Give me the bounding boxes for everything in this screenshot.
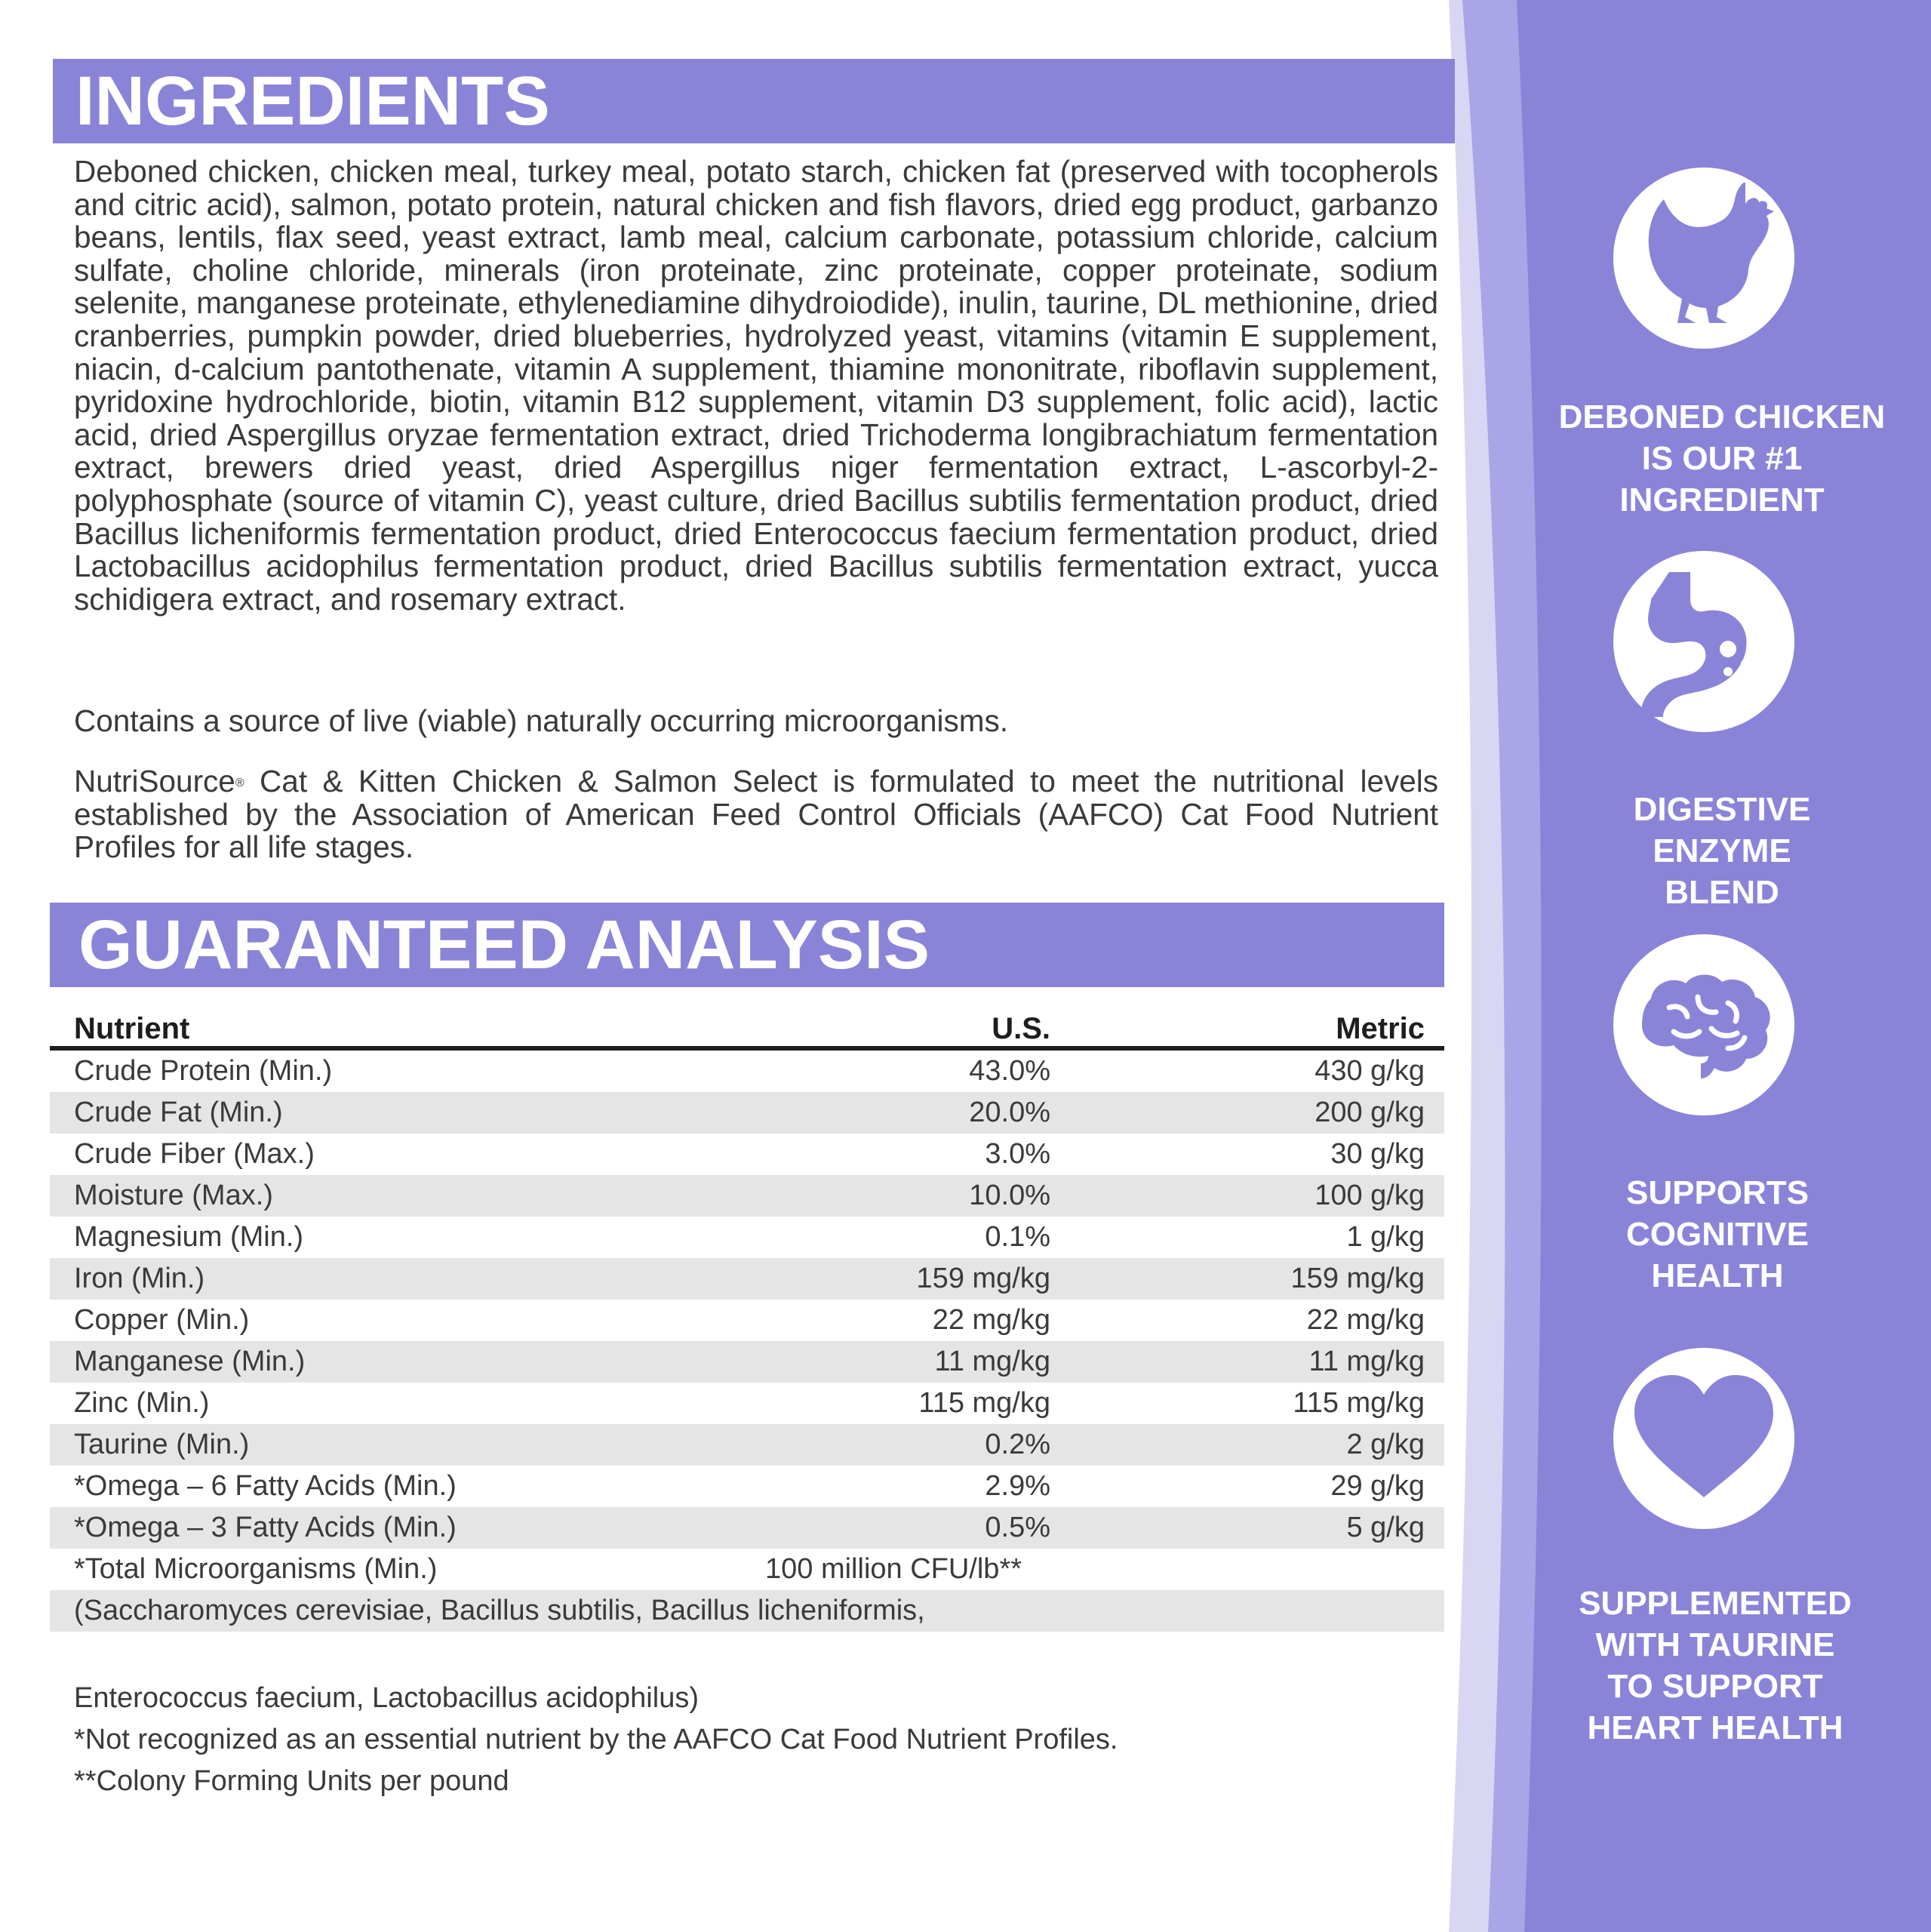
species-line-1: (Saccharomyces cerevisiae, Bacillus subtilis, Bacillus licheniformis,: [74, 1595, 925, 1626]
feature-caption-chicken: DEBONED CHICKEN IS OUR #1 INGREDIENT: [1558, 398, 1886, 518]
us-value-cell: 0.1%: [985, 1221, 1050, 1253]
table-row: [50, 1092, 1444, 1134]
nutrient-cell: Moisture (Max.): [74, 1180, 273, 1211]
metric-value-cell: 430 g/kg: [1314, 1055, 1425, 1087]
us-value-cell: 43.0%: [969, 1055, 1050, 1087]
table-row: [50, 1175, 1444, 1217]
table-row: [50, 1300, 1444, 1341]
feature-caption-cognitive: SUPPORTS COGNITIVE HEALTH: [1625, 1174, 1810, 1294]
table-row: [50, 1217, 1444, 1258]
us-value-cell: 0.5%: [985, 1512, 1050, 1543]
nutrient-cell: Crude Fat (Min.): [74, 1097, 283, 1128]
metric-value-cell: 5 g/kg: [1346, 1512, 1425, 1543]
digestive-badge: [1613, 551, 1794, 732]
guaranteed-analysis-title: GUARANTEED ANALYSIS: [50, 903, 1444, 987]
us-value-cell: 3.0%: [985, 1138, 1050, 1170]
metric-value-cell: 115 mg/kg: [1293, 1387, 1425, 1419]
nutrient-cell: Copper (Min.): [74, 1304, 250, 1336]
metric-value-cell: 30 g/kg: [1330, 1138, 1425, 1170]
metric-value-cell: 200 g/kg: [1314, 1097, 1425, 1128]
table-header-row: [50, 1004, 1444, 1048]
guaranteed-analysis-table: [50, 1004, 1444, 1632]
aafco-statement: [74, 765, 1438, 864]
species-row: [50, 1590, 1444, 1632]
stomach-icon: [1636, 566, 1772, 717]
nutrient-cell: Crude Fiber (Max.): [74, 1138, 315, 1170]
metric-value-cell: 11 mg/kg: [1308, 1346, 1425, 1377]
table-row: [50, 1048, 1444, 1092]
metric-value-cell: 159 mg/kg: [1290, 1263, 1425, 1294]
nutrient-cell: Zinc (Min.): [74, 1387, 210, 1419]
table-row: [50, 1258, 1444, 1300]
microorganisms-value: 100 million CFU/lb**: [765, 1553, 1022, 1585]
nutrient-cell: Taurine (Min.): [74, 1429, 250, 1460]
table-row: [50, 1341, 1444, 1383]
us-value-cell: 2.9%: [985, 1470, 1050, 1502]
table-row: [50, 1424, 1444, 1466]
nutrient-cell: Manganese (Min.): [74, 1346, 306, 1377]
table-row: [50, 1134, 1444, 1175]
us-value-cell: 0.2%: [985, 1429, 1050, 1460]
table-row: [50, 1383, 1444, 1424]
column-header-us: U.S.: [992, 1012, 1050, 1045]
metric-value-cell: 22 mg/kg: [1306, 1304, 1425, 1336]
species-line-2: Enterococcus faecium, Lactobacillus acidophilus): [74, 1682, 699, 1714]
footnote-not-essential: *Not recognized as an essential nutrient by the AAFCO Cat Food Nutrient Profiles.: [74, 1724, 1118, 1755]
us-value-cell: 115 mg/kg: [918, 1387, 1050, 1419]
us-value-cell: 10.0%: [969, 1180, 1050, 1211]
microorganisms-row: [50, 1549, 1444, 1590]
chicken-icon: [1632, 183, 1776, 334]
nutrient-cell: Magnesium (Min.): [74, 1221, 304, 1253]
metric-value-cell: 29 g/kg: [1330, 1470, 1425, 1502]
table-row: [50, 1507, 1444, 1549]
column-header-metric: Metric: [1336, 1012, 1425, 1045]
brand-name: NutriSource: [74, 764, 235, 798]
nutrient-cell: *Omega – 3 Fatty Acids (Min.): [74, 1512, 457, 1543]
us-value-cell: 159 mg/kg: [916, 1263, 1050, 1294]
brain-icon: [1628, 968, 1779, 1081]
feature-caption-digestive: DIGESTIVE ENZYME BLEND: [1633, 791, 1811, 911]
us-value-cell: 11 mg/kg: [934, 1346, 1050, 1377]
footnote-cfu: **Colony Forming Units per pound: [74, 1765, 509, 1797]
cognitive-badge: [1613, 934, 1794, 1115]
column-header-nutrient: Nutrient: [74, 1012, 190, 1045]
us-value-cell: 20.0%: [969, 1097, 1050, 1128]
feature-caption-heart: SUPPLEMENTED WITH TAURINE TO SUPPORT HEART HEALTH: [1579, 1585, 1852, 1746]
table-row: [50, 1466, 1444, 1507]
nutrient-cell: Crude Protein (Min.): [74, 1055, 333, 1087]
nutrient-cell: *Omega – 6 Fatty Acids (Min.): [74, 1470, 457, 1502]
heart-icon: [1628, 1371, 1779, 1506]
metric-value-cell: 1 g/kg: [1346, 1221, 1425, 1253]
us-value-cell: 22 mg/kg: [932, 1304, 1050, 1336]
live-microorganisms-note: Contains a source of live (viable) naturally occurring microorganisms.: [74, 703, 1008, 738]
metric-value-cell: 2 g/kg: [1346, 1429, 1425, 1460]
heart-badge: [1613, 1348, 1794, 1529]
chicken-badge: [1613, 168, 1794, 349]
ingredients-title: INGREDIENTS: [53, 59, 1455, 143]
ingredients-list: Deboned chicken, chicken meal, turkey meal, potato starch, chicken fat (preserved with tocopherols and citric acid), salmon, potato protein, natural chicken and fish flavors, dried egg product, garbanzo beans, lentils, flax seed, yeast extract, lamb meal, calcium carbonate, potassium chloride, calcium sulfate, choline chloride, minerals (iron proteinate, zinc proteinate, copper proteinate, sodium selenite, manganese proteinate, ethylenediamine dihydroiodide), inulin, taurine, DL methionine, dried cranberries, pumpkin powder, dried blueberries, hydrolyzed yeast, vitamins (vitamin E supplement, niacin, d-calcium pantothenate, vitamin A supplement, thiamine mononitrate, riboflavin supplement, pyridoxine hydrochloride, biotin, vitamin B12 supplement, vitamin D3 supplement, folic acid), lactic acid, dried Aspergillus oryzae fermentation extract, dried Trichoderma longibrachiatum fermentation extract, brewers dried yeast, dried Aspergillus niger fermentation extract, L-ascorbyl-2-polyphosphate (source of vitamin C), yeast culture, dried Bacillus subtilis fermentation product, dried Bacillus licheniformis fermentation product, dried Enterococcus faecium fermentation product, dried Lactobacillus acidophilus fermentation product, dried Bacillus subtilis fermentation extract, yucca schidigera extract, and rosemary extract.: [74, 154, 1438, 617]
analysis-footnotes: [74, 1678, 1118, 1802]
registered-mark: ®: [235, 777, 244, 789]
nutrient-cell: Iron (Min.): [74, 1263, 205, 1294]
aafco-statement-text: Cat & Kitten Chicken & Salmon Select is formulated to meet the nutritional levels established by the Association of American Feed Control Officials (AAFCO) Cat Food Nutrient Profiles for all life stages.: [74, 764, 1438, 865]
microorganisms-label: *Total Microorganisms (Min.): [74, 1553, 438, 1585]
metric-value-cell: 100 g/kg: [1314, 1180, 1425, 1211]
